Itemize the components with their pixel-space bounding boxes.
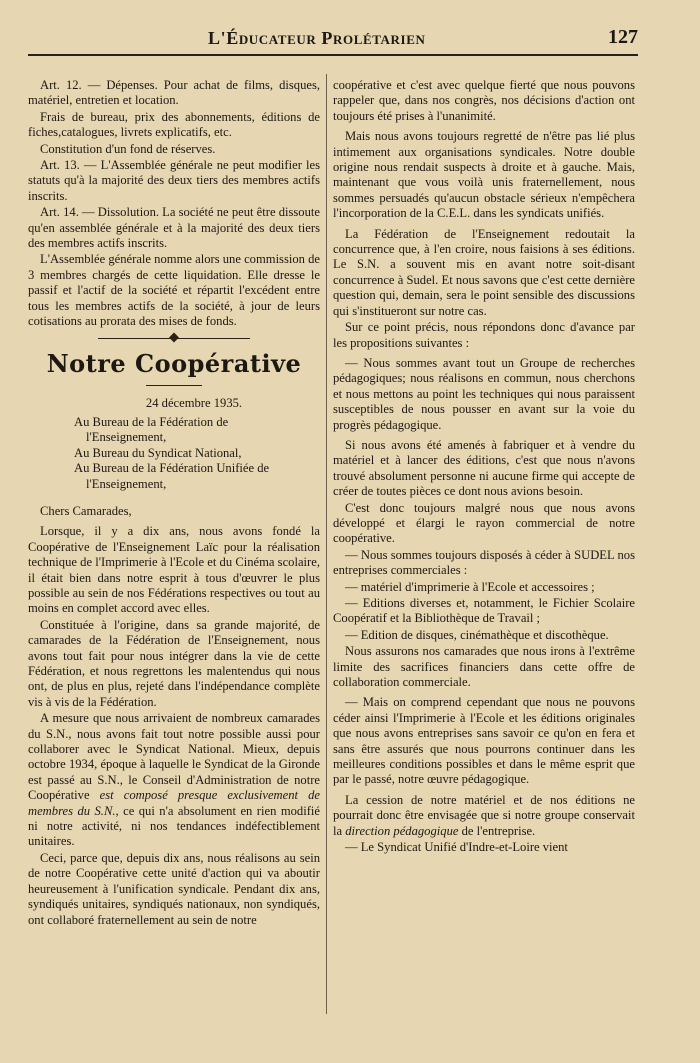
body-paragraph: Si nous avons été amenés à fabriquer et à vendre du matériel et à lancer des éditions, c'est que nous n'avons trouvé absolument personne ni aucune firme qui accepte de créer de toutes pièces ce dont nous avions besoin.: [333, 437, 635, 499]
body-paragraph: Lorsque, il y a dix ans, nous avons fondé la Coopérative de l'Enseignement Laïc pour la réalisation technique de l'Imprimerie à l'Ecole et du Cinéma scolaire, il était bien dans notre esprit à tous d'œuvrer le plus possible au sein de nos Fédérations respectives ou tout au moins en complet accord avec elles.: [28, 524, 320, 616]
statute-paragraph: Constitution d'un fond de réserves.: [40, 141, 216, 156]
list-item: — Edition de disques, cinémathèque et discothèque.: [345, 627, 609, 642]
address-line: l'Enseignement,: [86, 476, 167, 491]
list-item: — matériel d'imprimerie à l'Ecole et accessoires ;: [345, 579, 595, 594]
statute-article-14: Art. 14. — Dissolution. La société ne peut être dissoute qu'en assemblée générale et à la majorité des deux tiers des membres actifs inscrits.: [28, 205, 320, 251]
statute-paragraph: Frais de bureau, prix des abonnements, éditions de fiches,catalogues, livrets explicatifs, etc.: [28, 109, 320, 140]
body-paragraph: C'est donc toujours malgré nous que nous avons développé et élargi le rayon commercial de notre coopérative.: [333, 500, 635, 546]
body-paragraph: Ceci, parce que, depuis dix ans, nous réalisons au sein de notre Coopérative cette unité d'action qui va aboutir heureusement à l'unification syndicale. Pendant dix ans, syndiqués unitaires, syndiqués nationaux, non syndiqués, ont collaboré fraternellement au sein de notre: [28, 850, 320, 927]
address-line: Au Bureau de la Fédération Unifiée de: [74, 461, 270, 476]
address-line: Au Bureau du Syndicat National,: [74, 445, 242, 460]
letter-date: 24 décembre 1935.: [145, 395, 243, 410]
address-line: Au Bureau de la Fédération de: [74, 414, 229, 429]
page-number: 127: [608, 26, 638, 48]
list-item: — Editions diverses et, notamment, le Fichier Scolaire Coopératif et la Bibliothèque de Travail ;: [333, 596, 635, 626]
body-paragraph: Sur ce point précis, nous répondons donc d'avance par les propositions suivantes :: [333, 320, 635, 350]
address-line: l'Enseignement,: [86, 430, 167, 445]
body-paragraph: coopérative et c'est avec quelque fierté que nous pouvons rappeler que, dans nos congrès, nos décisions d'action ont toujours été prises à l'unanimité.: [333, 78, 635, 123]
statute-article-12: Art. 12. — Dépenses. Pour achat de films, disques, matériel, entretien et location.: [28, 78, 320, 108]
column-rule: [326, 74, 327, 1014]
salutation: Chers Camarades,: [40, 503, 132, 518]
body-paragraph: La cession de notre matériel et de nos éditions ne pourrait donc être envisagée que si notre groupe conservait la direction pédagogique de l'entreprise.: [333, 792, 635, 838]
body-paragraph: Mais nous avons toujours regretté de n'être pas lié plus intimement aux organisations syndicales. Notre double origine nous rendait suspects à droite et à gauche. Mais, maintenant que vous voilà unis fraternellement, nous sommes persuadés qu'aucun obstacle sérieux n'empêchera l'incorporation de la C.E.L. dans les syndicats unifiés.: [333, 129, 635, 221]
section-divider: [28, 333, 320, 343]
emphasis: direction pédagogique: [345, 823, 459, 838]
statute-paragraph: L'Assemblée générale nomme alors une commission de 3 membres chargés de cette liquidation. Elle dresse le passif et l'actif de la société et répartit l'excédent entre tous les membres actifs de la société, à jour de leurs cotisations au prorata des mises de fonds.: [28, 252, 320, 329]
body-paragraph: Nous assurons nos camarades que nous irons à l'extrême limite des sacrifices financiers dans cette offre de collaboration commerciale.: [333, 644, 635, 690]
title-underline: [146, 385, 202, 386]
body-paragraph: La Fédération de l'Enseignement redoutait la concurrence que, à l'en croire, nous faisions à ses éditions. Le S.N. a souvent mis en avant notre soit-disant concurrence à Sudel. Et nous savons que c'est cette dernière question qui, demain, sera le point sensible des discussions qui s'institueront sur notre cas.: [333, 226, 635, 318]
body-paragraph: A mesure que nous arrivaient de nombreux camarades du S.N., nous avons fait tout notre possible aussi pour collaborer avec le Syndicat National. Mieux, depuis octobre 1934, époque à laquelle le Syndicat de la Gironde est passé au S.N., le Conseil d'Administration de notre Coopérative est composé presque exclusivement de membres du S.N., ce qui n'a absolument en rien modifié ni notre activité, ni nos tendances indéfectiblement unitaires.: [28, 711, 320, 849]
proposal-item: — Nous sommes avant tout un Groupe de recherches pédagogiques; nous réalisons en commun, nous cherchons et nous mettons au point les techniques qui nous paraissent susceptibles de nous pousser en avant sur la voie du progrès pédagogique.: [333, 355, 635, 432]
proposal-item: — Nous sommes toujours disposés à céder à SUDEL nos entreprises commerciales :: [333, 547, 635, 578]
section-title: Notre Coopérative: [46, 348, 302, 378]
right-column: [333, 78, 635, 857]
statute-article-13: Art. 13. — L'Assemblée générale ne peut modifier les statuts qu'à la majorité des deux tiers des membres actifs inscrits.: [28, 158, 320, 203]
proposal-item: — Mais on comprend cependant que nous ne pouvons céder ainsi l'Imprimerie à l'Ecole et les éditions originales que nous avons entreprises sans savoir ce qu'on en fera et sans être assurés que nous pourrons continuer dans les meilleures conditions possibles et dans le même esprit que par le passé, notre œuvre pédagogique.: [333, 695, 635, 787]
left-column: [28, 78, 320, 929]
body-paragraph: Constituée à l'origine, dans sa grande majorité, de camarades de la Fédération de l'Enseignement, nous avons tout fait pour nous intégrer dans la vie de cette Fédération, et nous regrettons les malentendus qui nous ont, de plus en plus, rejeté dans l'indépendance complète vis à vis de la Fédération.: [28, 617, 320, 709]
page-header: [28, 22, 638, 56]
running-head: L'Éducateur Prolétarien: [208, 28, 426, 48]
emphasis: est composé presque exclusivement de membres du S.N.: [28, 788, 320, 818]
body-paragraph: — Le Syndicat Unifié d'Indre-et-Loire vient: [345, 840, 568, 855]
letter-address: [28, 415, 320, 492]
